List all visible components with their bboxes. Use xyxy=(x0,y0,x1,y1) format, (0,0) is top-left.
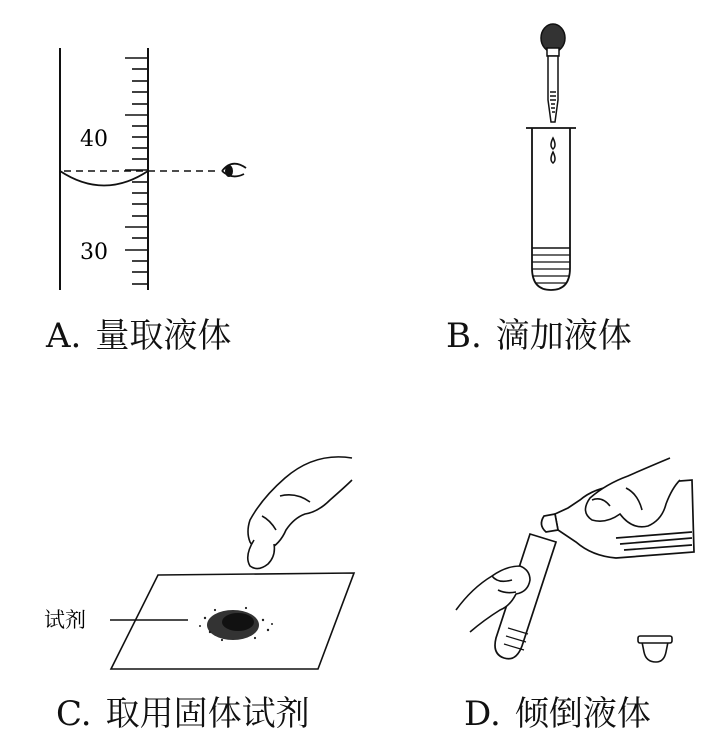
dropper-tube xyxy=(548,56,558,122)
caption-c-text: 取用固体试剂 xyxy=(105,694,310,734)
caption-b-letter: B. xyxy=(446,316,482,356)
dropper-figure xyxy=(380,0,723,300)
panel-b xyxy=(380,0,723,370)
caption-a-text: 量取液体 xyxy=(95,316,232,356)
caption-c-letter: C. xyxy=(56,694,92,734)
solid-reagent-figure xyxy=(0,380,380,680)
caption-a xyxy=(46,308,231,357)
caption-b-text: 滴加液体 xyxy=(495,316,632,356)
liquid-drops xyxy=(551,138,555,163)
panel-a xyxy=(0,0,360,370)
reagent-label: 试剂 xyxy=(44,608,86,632)
dropper-bulb xyxy=(541,24,565,56)
panel-c xyxy=(0,380,380,745)
graduated-cylinder-figure xyxy=(0,0,360,300)
caption-d-text: 倾倒液体 xyxy=(514,694,651,734)
caption-d-letter: D. xyxy=(464,694,501,734)
caption-b xyxy=(446,308,632,357)
panel-d xyxy=(380,380,723,745)
caption-a-letter: A. xyxy=(46,316,82,356)
tick-label-30: 30 xyxy=(80,240,108,265)
eye-icon xyxy=(222,164,246,177)
tick-label-40: 40 xyxy=(80,127,108,152)
caption-c xyxy=(56,686,310,735)
pouring-liquid-figure xyxy=(380,380,723,680)
test-tube xyxy=(526,128,576,290)
caption-d xyxy=(464,686,651,735)
meniscus xyxy=(60,171,148,186)
hand-illustration xyxy=(248,457,352,569)
bottle-stopper xyxy=(638,636,672,662)
